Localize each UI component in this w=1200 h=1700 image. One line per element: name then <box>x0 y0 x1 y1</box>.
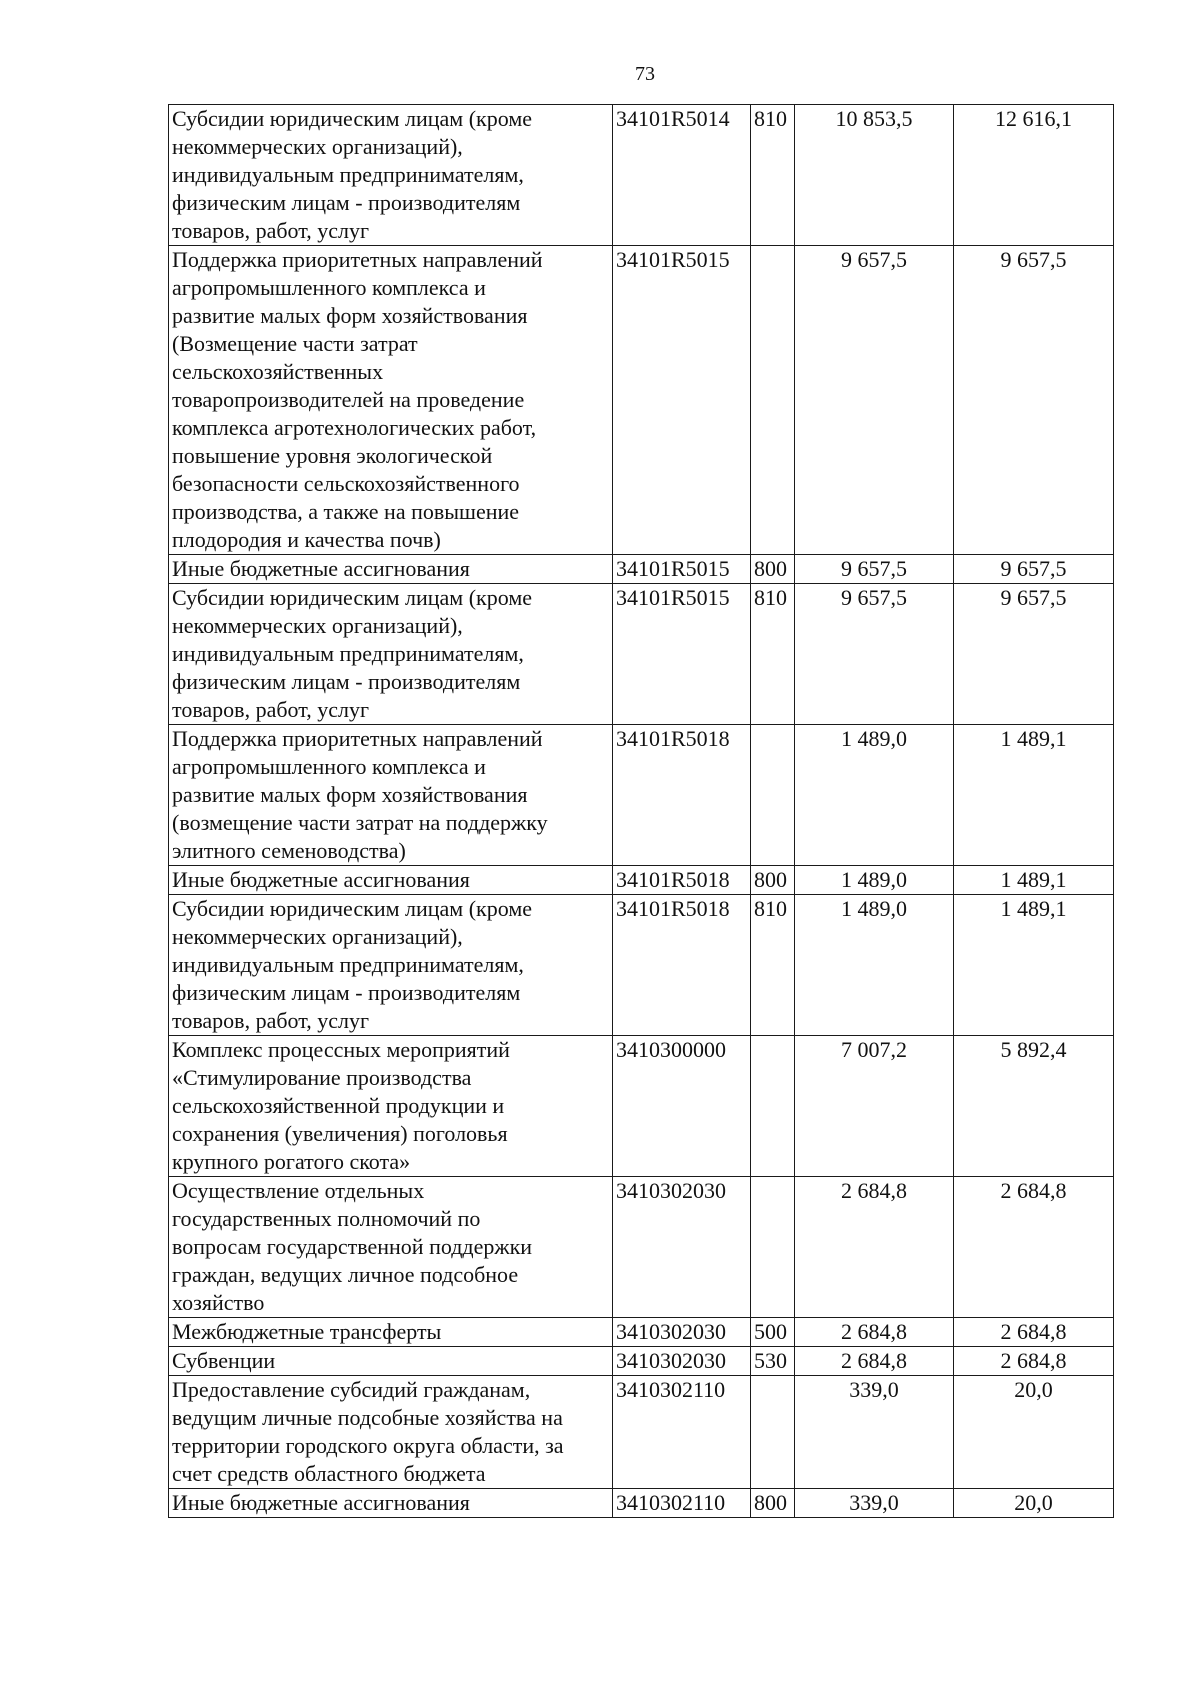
amount-cell-1: 9 657,5 <box>795 555 954 584</box>
amount-cell-2: 5 892,4 <box>954 1036 1114 1177</box>
amount-cell-1: 2 684,8 <box>795 1318 954 1347</box>
table-row <box>169 895 1114 1036</box>
expense-type-cell: 810 <box>751 584 795 725</box>
expense-type-cell: 800 <box>751 555 795 584</box>
target-code-cell: 34101R5015 <box>613 555 751 584</box>
expense-type-cell: 800 <box>751 1489 795 1518</box>
expense-type-cell <box>751 246 795 555</box>
table-row <box>169 1376 1114 1489</box>
target-code-cell: 3410302030 <box>613 1347 751 1376</box>
table-row <box>169 105 1114 246</box>
expense-type-cell: 800 <box>751 866 795 895</box>
amount-cell-1: 1 489,0 <box>795 895 954 1036</box>
amount-cell-2: 20,0 <box>954 1376 1114 1489</box>
expense-type-cell <box>751 1177 795 1318</box>
amount-cell-2: 20,0 <box>954 1489 1114 1518</box>
table-row <box>169 725 1114 866</box>
target-code-cell: 34101R5018 <box>613 895 751 1036</box>
page-number: 73 <box>635 63 655 85</box>
amount-cell-2: 12 616,1 <box>954 105 1114 246</box>
row-name-cell: Поддержка приоритетных направлений агропромышленного комплекса и развитие малых форм хозяйствования (Возмещение части затрат сельскохозяйственных товаропроизводителей на проведение комплекса агротехнологических работ, повышение уровня экологической безопасности сельскохозяйственного производства, а также на повышение плодородия и качества почв) <box>169 246 613 555</box>
amount-cell-2: 1 489,1 <box>954 866 1114 895</box>
amount-cell-1: 339,0 <box>795 1376 954 1489</box>
target-code-cell: 34101R5018 <box>613 866 751 895</box>
table-row <box>169 246 1114 555</box>
amount-cell-2: 1 489,1 <box>954 725 1114 866</box>
row-name-cell: Субвенции <box>169 1347 613 1376</box>
amount-cell-1: 9 657,5 <box>795 246 954 555</box>
expense-type-cell: 530 <box>751 1347 795 1376</box>
amount-cell-1: 339,0 <box>795 1489 954 1518</box>
expense-type-cell <box>751 1376 795 1489</box>
table-row <box>169 1489 1114 1518</box>
amount-cell-1: 7 007,2 <box>795 1036 954 1177</box>
expense-type-cell <box>751 1036 795 1177</box>
amount-cell-1: 1 489,0 <box>795 866 954 895</box>
amount-cell-2: 9 657,5 <box>954 246 1114 555</box>
amount-cell-1: 2 684,8 <box>795 1347 954 1376</box>
amount-cell-1: 9 657,5 <box>795 584 954 725</box>
table-row <box>169 1177 1114 1318</box>
amount-cell-2: 9 657,5 <box>954 584 1114 725</box>
target-code-cell: 3410302110 <box>613 1489 751 1518</box>
target-code-cell: 34101R5014 <box>613 105 751 246</box>
amount-cell-1: 10 853,5 <box>795 105 954 246</box>
target-code-cell: 34101R5015 <box>613 584 751 725</box>
target-code-cell: 3410300000 <box>613 1036 751 1177</box>
expense-type-cell: 810 <box>751 105 795 246</box>
row-name-cell: Иные бюджетные ассигнования <box>169 1489 613 1518</box>
expense-type-cell: 810 <box>751 895 795 1036</box>
amount-cell-2: 2 684,8 <box>954 1318 1114 1347</box>
row-name-cell: Предоставление субсидий гражданам, ведущим личные подсобные хозяйства на территории городского округа области, за счет средств областного бюджета <box>169 1376 613 1489</box>
row-name-cell: Комплекс процессных мероприятий «Стимулирование производства сельскохозяйственной продукции и сохранения (увеличения) поголовья крупного рогатого скота» <box>169 1036 613 1177</box>
expense-type-cell <box>751 725 795 866</box>
amount-cell-1: 2 684,8 <box>795 1177 954 1318</box>
expense-type-cell: 500 <box>751 1318 795 1347</box>
target-code-cell: 3410302030 <box>613 1318 751 1347</box>
amount-cell-2: 1 489,1 <box>954 895 1114 1036</box>
amount-cell-2: 9 657,5 <box>954 555 1114 584</box>
table-row <box>169 1036 1114 1177</box>
row-name-cell: Поддержка приоритетных направлений агропромышленного комплекса и развитие малых форм хозяйствования (возмещение части затрат на поддержку элитного семеноводства) <box>169 725 613 866</box>
row-name-cell: Осуществление отдельных государственных полномочий по вопросам государственной поддержки граждан, ведущих личное подсобное хозяйство <box>169 1177 613 1318</box>
row-name-cell: Иные бюджетные ассигнования <box>169 866 613 895</box>
amount-cell-2: 2 684,8 <box>954 1177 1114 1318</box>
budget-table <box>168 104 1114 1518</box>
table-row <box>169 1318 1114 1347</box>
table-row <box>169 1347 1114 1376</box>
row-name-cell: Субсидии юридическим лицам (кроме некоммерческих организаций), индивидуальным предпринимателям, физическим лицам - производителям товаров, работ, услуг <box>169 584 613 725</box>
target-code-cell: 3410302030 <box>613 1177 751 1318</box>
table-row <box>169 584 1114 725</box>
target-code-cell: 34101R5015 <box>613 246 751 555</box>
row-name-cell: Субсидии юридическим лицам (кроме некоммерческих организаций), индивидуальным предпринимателям, физическим лицам - производителям товаров, работ, услуг <box>169 105 613 246</box>
table-row <box>169 866 1114 895</box>
amount-cell-2: 2 684,8 <box>954 1347 1114 1376</box>
row-name-cell: Межбюджетные трансферты <box>169 1318 613 1347</box>
target-code-cell: 3410302110 <box>613 1376 751 1489</box>
row-name-cell: Субсидии юридическим лицам (кроме некоммерческих организаций), индивидуальным предпринимателям, физическим лицам - производителям товаров, работ, услуг <box>169 895 613 1036</box>
row-name-cell: Иные бюджетные ассигнования <box>169 555 613 584</box>
table-row <box>169 555 1114 584</box>
target-code-cell: 34101R5018 <box>613 725 751 866</box>
amount-cell-1: 1 489,0 <box>795 725 954 866</box>
